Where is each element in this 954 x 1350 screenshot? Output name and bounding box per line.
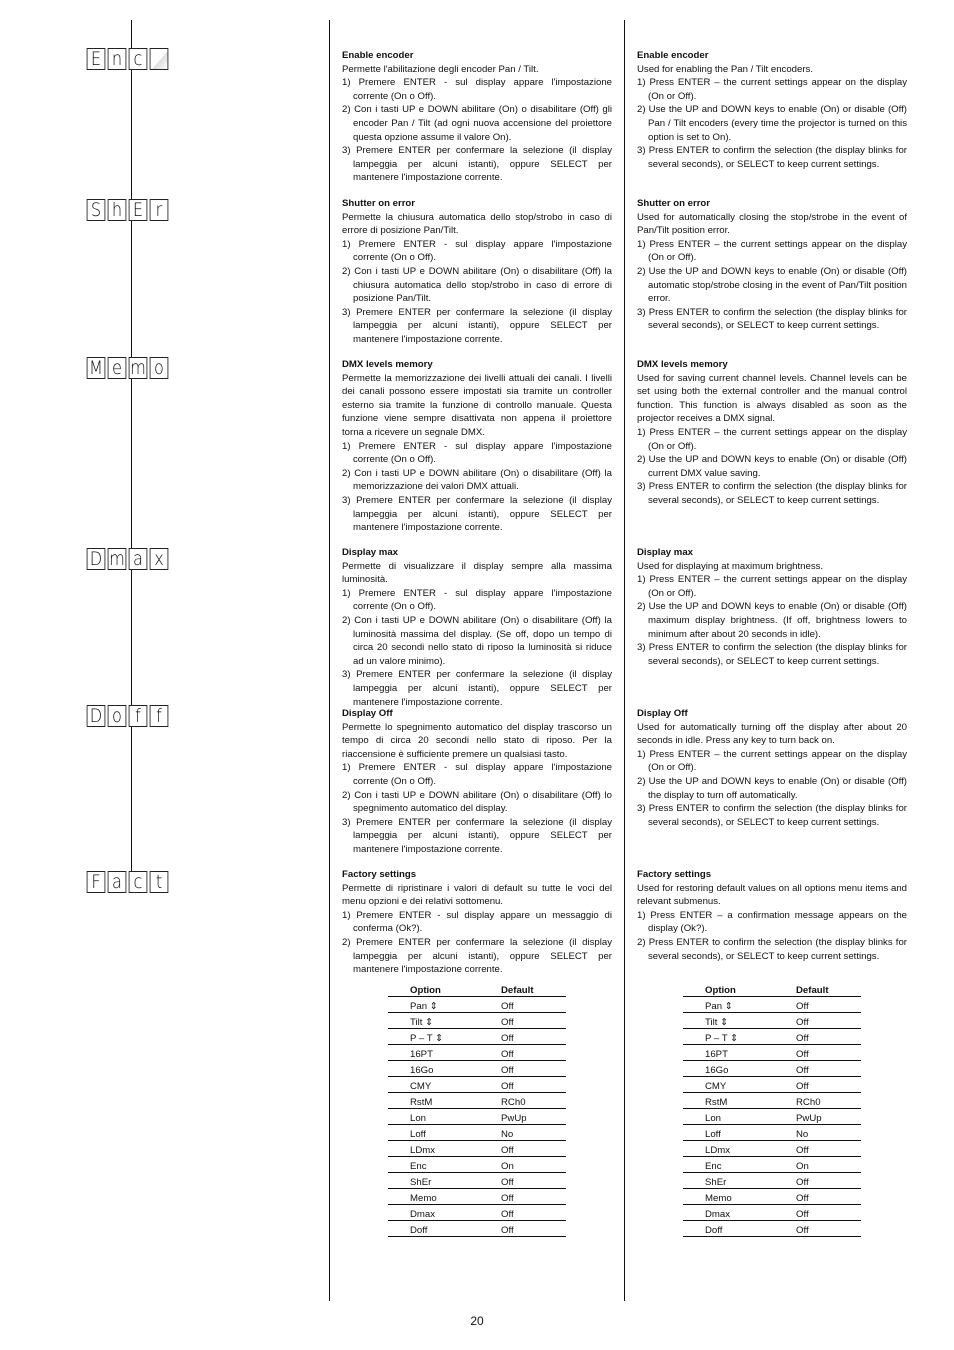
option-cell: 16PT (683, 1045, 774, 1061)
table-header-option: Option (683, 984, 774, 997)
section-step: 3) Press ENTER to confirm the selection (the display blinks for several seconds), or SELECT to keep current settings. (637, 803, 907, 828)
lcd-cell (150, 48, 169, 70)
lcd-display-memo (85, 357, 170, 379)
option-cell: Pan ⇕ (683, 997, 774, 1013)
section-intro: Permette la chiusura automatica dello stop/strobo in caso di errore di posizione Pan/Tilt. (342, 211, 612, 237)
section-title: Enable encoder (342, 50, 414, 61)
option-cell: RstM (683, 1093, 774, 1109)
lcd-cell: t (150, 871, 169, 893)
lcd-cell: n (108, 48, 127, 70)
option-cell: Memo (683, 1189, 774, 1205)
default-cell: PwUp (479, 1109, 566, 1125)
lcd-cell: o (108, 705, 127, 727)
table-row (388, 1045, 566, 1061)
default-cell: Off (479, 1013, 566, 1029)
default-cell: Off (774, 1221, 861, 1237)
lcd-cell: a (108, 871, 127, 893)
default-cell: Off (479, 1029, 566, 1045)
table-row (683, 997, 861, 1013)
default-cell: No (479, 1125, 566, 1141)
section-title: Enable encoder (637, 50, 709, 61)
section-title: Display max (342, 547, 398, 558)
section-step: 3) Press ENTER to confirm the selection (the display blinks for several seconds), or SELECT to keep current settings. (637, 306, 907, 332)
lcd-cell: m (109, 548, 125, 570)
lcd-cell: D (87, 548, 106, 570)
section-step: 2) Con i tasti UP e DOWN abilitare (On) o disabilitare (Off) gli encoder Pan / Tilt (ad ogni nuova accensione del proiettore questa opzione assume il valore On). (342, 104, 612, 143)
section-step: 1) Premere ENTER - sul display appare l'impostazione corrente (On o Off). (342, 238, 612, 264)
column-divider-right (624, 20, 625, 1301)
section-step: 3) Premere ENTER per confermare la selezione (il display lampeggia per alcuni istanti), oppure SELECT per mantenere l'impostazione corrente. (342, 816, 612, 855)
default-cell: Off (774, 1077, 861, 1093)
default-cell: RCh0 (479, 1093, 566, 1109)
table-row (388, 1157, 566, 1173)
lcd-cell: M (87, 357, 106, 379)
lcd-display-doff (85, 705, 170, 727)
section-title: Factory settings (637, 869, 712, 880)
section-step: 1) Press ENTER – the current settings appear on the display (On or Off). (637, 426, 907, 452)
table-row (388, 1029, 566, 1045)
section-step: 2) Press ENTER to confirm the selection (the display blinks for several seconds), or SELECT to keep current settings. (637, 936, 907, 962)
table-row (388, 1205, 566, 1221)
section-title: DMX levels memory (637, 359, 728, 370)
table-row (388, 997, 566, 1013)
section-intro: Permette l'abilitazione degli encoder Pan / Tilt. (342, 63, 539, 75)
lcd-cell: S (87, 199, 106, 221)
section-step: 1) Press ENTER – the current settings appear on the display (On or Off). (637, 77, 907, 102)
option-cell: CMY (683, 1077, 774, 1093)
table-row (683, 1189, 861, 1205)
lcd-cell: o (150, 357, 169, 379)
section-title: Display Off (637, 708, 688, 719)
lcd-cell: F (87, 871, 106, 893)
lcd-cell: f (129, 705, 148, 727)
option-cell: Lon (683, 1109, 774, 1125)
table-row (683, 1109, 861, 1125)
section-step: 3) Premere ENTER per confermare la selezione (il display lampeggia per alcuni istanti), oppure SELECT per mantenere l'impostazione corrente. (342, 494, 612, 534)
section-step: 2) Con i tasti UP e DOWN abilitare (On) o disabilitare (Off) la memorizzazione dei valori DMX attuali. (342, 467, 612, 493)
option-cell: 16Go (683, 1061, 774, 1077)
default-cell: Off (479, 1173, 566, 1189)
default-cell: RCh0 (774, 1093, 861, 1109)
section-intro: Used for restoring default values on all options menu items and relevant submenus. (637, 882, 907, 908)
english-section-dmax (637, 546, 907, 668)
default-cell: Off (479, 1045, 566, 1061)
lcd-cell: D (87, 705, 106, 727)
option-cell: Pan ⇕ (388, 997, 479, 1013)
section-intro: Used for automatically turning off the display after about 20 seconds in idle. Press any key to turn back on. (637, 721, 907, 747)
section-step: 2) Con i tasti UP e DOWN abilitare (On) o disabilitare (Off) la luminosità massima del display. (Se off, dopo un tempo di circa 20 secondi nello stato di riposo la luminosità si riduce ad un valore minimo). (342, 614, 612, 667)
section-intro: Permette la memorizzazione dei livelli attuali dei canali. I livelli dei canali possono essere impostati sia tramite un controller esterno sia tramite la funzione di controllo manuale. Questa funzione viene sempre disattivata non appena il proiettore torna a ricevere un segnale DMX. (342, 372, 612, 438)
left-menu-line (131, 20, 132, 890)
table-row (683, 1125, 861, 1141)
section-step: 3) Premere ENTER per confermare la selezione (il display lampeggia per alcuni istanti), oppure SELECT per mantenere l'impostazione corrente. (342, 145, 612, 184)
section-step: 1) Premere ENTER - sul display appare l'impostazione corrente (On o Off). (342, 762, 612, 787)
section-step: 2) Use the UP and DOWN keys to enable (On) or disable (Off) Pan / Tilt encoders (every time the projector is turned on this option is set to On). (637, 104, 907, 143)
section-step: 1) Premere ENTER - sul display appare l'impostazione corrente (On o Off). (342, 587, 612, 613)
section-intro: Used for enabling the Pan / Tilt encoders. (637, 63, 813, 75)
option-cell: Enc (388, 1157, 479, 1173)
section-title: Shutter on error (342, 198, 416, 209)
english-section-enc (637, 49, 907, 171)
section-step: 1) Premere ENTER - sul display appare un messaggio di conferma (Ok?). (342, 909, 612, 935)
table-row (683, 1045, 861, 1061)
lcd-cell: f (150, 705, 169, 727)
page-number: 20 (470, 1314, 484, 1328)
lcd-display-sher (85, 199, 170, 221)
lcd-display-fact (85, 871, 170, 893)
section-step: 2) Use the UP and DOWN keys to enable (On) or disable (Off) maximum display brightness. (If off, brightness lowers to minimum after about 20 seconds in idle). (637, 601, 907, 640)
default-cell: On (774, 1157, 861, 1173)
table-row (683, 1141, 861, 1157)
english-section-fact (637, 868, 907, 963)
table-row (388, 1109, 566, 1125)
default-cell: PwUp (774, 1109, 861, 1125)
table-header-default: Default (479, 984, 566, 997)
italian-section-fact (342, 868, 612, 977)
section-step: 3) Press ENTER to confirm the selection (the display blinks for several seconds), or SELECT to keep current settings. (637, 145, 907, 170)
lcd-cell: a (129, 548, 148, 570)
section-step: 1) Press ENTER – the current settings appear on the display (On or Off). (637, 574, 907, 599)
section-step: 2) Con i tasti UP e DOWN abilitare (On) o disabilitare (Off) la chiusura automatica dello stop/strobo in caso di errore di posizione Pan/Tilt. (342, 265, 612, 305)
english-section-doff (637, 707, 907, 829)
option-cell: P – T ⇕ (388, 1029, 479, 1045)
table-row (683, 1077, 861, 1093)
section-step: 3) Press ENTER to confirm the selection (the display blinks for several seconds), or SELECT to keep current settings. (637, 642, 907, 667)
lcd-display-enc (85, 48, 170, 70)
option-cell: 16Go (388, 1061, 479, 1077)
table-row (683, 1013, 861, 1029)
default-cell: Off (479, 1077, 566, 1093)
default-cell: Off (774, 997, 861, 1013)
section-step: 1) Press ENTER – the current settings appear on the display (On or Off). (637, 748, 907, 774)
defaults-table-english (683, 984, 861, 1237)
default-cell: Off (479, 997, 566, 1013)
table-row (683, 1221, 861, 1237)
section-step: 1) Premere ENTER - sul display appare l'impostazione corrente (On o Off). (342, 440, 612, 466)
option-cell: ShEr (388, 1173, 479, 1189)
table-row (388, 1013, 566, 1029)
section-title: Display Off (342, 708, 393, 719)
default-cell: Off (774, 1013, 861, 1029)
option-cell: Doff (683, 1221, 774, 1237)
section-step: 3) Premere ENTER per confermare la selezione (il display lampeggia per alcuni istanti), oppure SELECT per mantenere l'impostazione corrente. (342, 669, 612, 708)
option-cell: Dmax (388, 1205, 479, 1221)
section-intro: Used for displaying at maximum brightness. (637, 560, 824, 572)
option-cell: Enc (683, 1157, 774, 1173)
default-cell: Off (774, 1189, 861, 1205)
option-cell: Loff (388, 1125, 479, 1141)
section-step: 2) Con i tasti UP e DOWN abilitare (On) o disabilitare (Off) lo spegnimento automatico del display. (342, 789, 612, 815)
default-cell: Off (479, 1189, 566, 1205)
table-row (683, 1061, 861, 1077)
default-cell: Off (774, 1173, 861, 1189)
lcd-cell: h (108, 199, 127, 221)
section-step: 2) Use the UP and DOWN keys to enable (On) or disable (Off) automatic stop/strobe closing in the event of Pan/Tilt position error. (637, 265, 907, 305)
section-intro: Permette di visualizzare il display sempre alla massima luminosità. (342, 560, 612, 586)
lcd-display-dmax (85, 548, 170, 570)
lcd-cell: c (129, 48, 148, 70)
table-row (388, 1093, 566, 1109)
column-divider-left (329, 20, 330, 1301)
table-row (683, 1173, 861, 1189)
section-step: 1) Press ENTER – a confirmation message appears on the display (Ok?). (637, 909, 907, 935)
english-section-memo (637, 358, 907, 508)
option-cell: CMY (388, 1077, 479, 1093)
section-step: 3) Premere ENTER per confermare la selezione (il display lampeggia per alcuni istanti), oppure SELECT per mantenere l'impostazione corrente. (342, 306, 612, 345)
section-step: 2) Use the UP and DOWN keys to enable (On) or disable (Off) current DMX value saving. (637, 454, 907, 479)
section-title: Display max (637, 547, 693, 558)
option-cell: LDmx (683, 1141, 774, 1157)
default-cell: Off (479, 1221, 566, 1237)
option-cell: Memo (388, 1189, 479, 1205)
table-row (388, 1077, 566, 1093)
table-header-option: Option (388, 984, 479, 997)
section-intro: Permette di ripristinare i valori di default su tutte le voci del menu opzioni e dei relativi sottomenu. (342, 882, 612, 908)
table-row (388, 1221, 566, 1237)
defaults-table-italian (388, 984, 566, 1237)
option-cell: Doff (388, 1221, 479, 1237)
section-intro: Used for automatically closing the stop/strobe in the event of Pan/Tilt position error. (637, 211, 907, 237)
table-row (683, 1205, 861, 1221)
lcd-cell: m (130, 357, 146, 379)
default-cell: Off (479, 1141, 566, 1157)
option-cell: Loff (683, 1125, 774, 1141)
table-row (388, 1189, 566, 1205)
italian-section-sher (342, 197, 612, 347)
lcd-cell: E (87, 48, 106, 70)
table-row (388, 1061, 566, 1077)
option-cell: Tilt ⇕ (683, 1013, 774, 1029)
section-step: 3) Press ENTER to confirm the selection (the display blinks for several seconds), or SELECT to keep current settings. (637, 481, 907, 506)
option-cell: ShEr (683, 1173, 774, 1189)
default-cell: No (774, 1125, 861, 1141)
default-cell: Off (774, 1029, 861, 1045)
table-row (683, 1093, 861, 1109)
italian-section-doff (342, 707, 612, 857)
table-row (683, 1029, 861, 1045)
table-row (388, 1141, 566, 1157)
section-step: 1) Press ENTER – the current settings appear on the display (On or Off). (637, 238, 907, 264)
option-cell: Tilt ⇕ (388, 1013, 479, 1029)
option-cell: LDmx (388, 1141, 479, 1157)
option-cell: P – T ⇕ (683, 1029, 774, 1045)
section-step: 1) Premere ENTER - sul display appare l'impostazione corrente (On o Off). (342, 77, 612, 102)
default-cell: Off (479, 1061, 566, 1077)
italian-section-dmax (342, 546, 612, 709)
table-row (683, 1157, 861, 1173)
italian-section-enc (342, 49, 612, 185)
table-row (388, 1125, 566, 1141)
english-section-sher (637, 197, 907, 333)
section-step: 2) Use the UP and DOWN keys to enable (On) or disable (Off) the display to turn off automatically. (637, 775, 907, 801)
default-cell: On (479, 1157, 566, 1173)
lcd-cell: x (150, 548, 169, 570)
section-title: Shutter on error (637, 198, 711, 209)
section-intro: Permette lo spegnimento automatico del display trascorso un tempo di circa 20 secondi nello stato di riposo. Per la riaccensione è sufficiente premere un qualsiasi tasto. (342, 721, 612, 760)
default-cell: Off (774, 1061, 861, 1077)
option-cell: 16PT (388, 1045, 479, 1061)
section-title: DMX levels memory (342, 359, 433, 370)
lcd-cell: E (129, 199, 148, 221)
table-header-default: Default (774, 984, 861, 997)
option-cell: Dmax (683, 1205, 774, 1221)
lcd-cell: c (129, 871, 148, 893)
section-title: Factory settings (342, 869, 417, 880)
section-step: 2) Premere ENTER per confermare la selezione (il display lampeggia per alcuni istanti), oppure SELECT per mantenere l'impostazione corrente. (342, 936, 612, 976)
option-cell: Lon (388, 1109, 479, 1125)
default-cell: Off (774, 1205, 861, 1221)
option-cell: RstM (388, 1093, 479, 1109)
lcd-cell: e (108, 357, 127, 379)
lcd-cell: r (150, 199, 169, 221)
default-cell: Off (774, 1045, 861, 1061)
default-cell: Off (479, 1205, 566, 1221)
italian-section-memo (342, 358, 612, 535)
default-cell: Off (774, 1141, 861, 1157)
section-intro: Used for saving current channel levels. Channel levels can be set using both the external controller and the manual control function. This function is always disabled as soon as the projector receives a DMX signal. (637, 372, 907, 425)
table-row (388, 1173, 566, 1189)
